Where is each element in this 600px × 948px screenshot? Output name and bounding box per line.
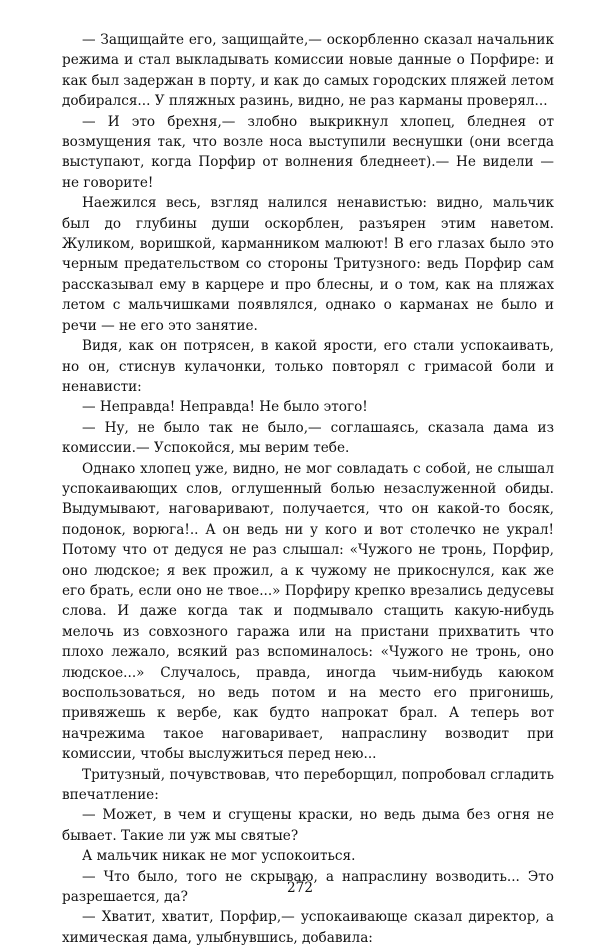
paragraph: — Защищайте его, защищайте,— оскорбленно сказал начальник режима и стал выкладывать комиссии новые данные о Порфире: и как был задержан в порту, и как до самых городских пляжей летом добирался... У пляжных разинь, видно, не раз карманы проверял... xyxy=(62,32,554,110)
page-text xyxy=(62,30,554,948)
paragraph: — Что было, того не скрываю, а напраслину возводить... Это разрешается, да? xyxy=(62,868,554,906)
paragraph: — Неправда! Неправда! Не было этого! xyxy=(82,399,368,416)
paragraph: А мальчик никак не мог успокоиться. xyxy=(82,848,356,865)
paragraph: Наежился весь, взгляд налился ненавистью: видно, мальчик был до глубины души оскорблен, разъярен этим наветом. Жуликом, воришкой, карманником малюют! В его глазах было это черным предательством со стороны Тритузного: ведь Порфир сам рассказывал ему в карцере и про блесны, и о том, как на пляжах летом с мальчишками появлялся, однако о карманах не было и речи — не его это занятие. xyxy=(62,195,554,334)
paragraph: — Может, в чем и сгущены краски, но ведь дыма без огня не бывает. Такие ли уж мы святые? xyxy=(62,807,554,844)
paragraph: — И это брехня,— злобно выкрикнул хлопец, бледнея от возмущения так, что возле носа выступили веснушки (они всегда выступают, когда Порфир от волнения бледнеет).— Не видели — не говорите! xyxy=(62,113,554,191)
paragraph: — Ну, не было так не было,— соглашаясь, сказала дама из комиссии.— Успокойся, мы верим тебе. xyxy=(62,419,554,457)
paragraph: Однако хлопец уже, видно, не мог совладать с собой, не слышал успокаивающих слов, оглушенный болью незаслуженной обиды. Выдумывают, наговаривают, получается, что он какой-то босяк, подонок, ворюга!.. А он ведь ни у кого и вот столечко не украл! Потому что от дедуся не раз слышал: «Чужого не тронь, Порфир, оно людское; я век прожил, а к чужому не прикоснулся, как же его брать, если оно не твое...» Порфиру крепко врезались дедусевы слова. И даже когда так и подмывало стащить какую-нибудь мелочь из совхозного гаража или на пристани прихватить что плохо лежало, всякий раз вспоминалось: «Чужого не тронь, оно людское...» Случалось, правда, иногда чьим-нибудь каюком воспользоваться, но ведь потом и на место его пригонишь, привяжешь к вербе, как будто напрокат брал. А теперь вот начрежима такое наговаривает, напраслину возводит при комиссии, чтобы выслужиться перед нею... xyxy=(62,460,554,763)
page-number: 272 xyxy=(287,880,313,896)
paragraph: Тритузный, почувствовав, что переборщил, попробовал сгладить впечатление: xyxy=(62,766,554,804)
paragraph: Видя, как он потрясен, в какой ярости, его стали успокаивать, но он, стиснув кулачонки, только повторял с гримасой боли и ненависти: xyxy=(62,338,554,395)
paragraph: — Хватит, хватит, Порфир,— успокаивающе сказал директор, а химическая дама, улыбнувшись, добавила: xyxy=(62,909,554,946)
